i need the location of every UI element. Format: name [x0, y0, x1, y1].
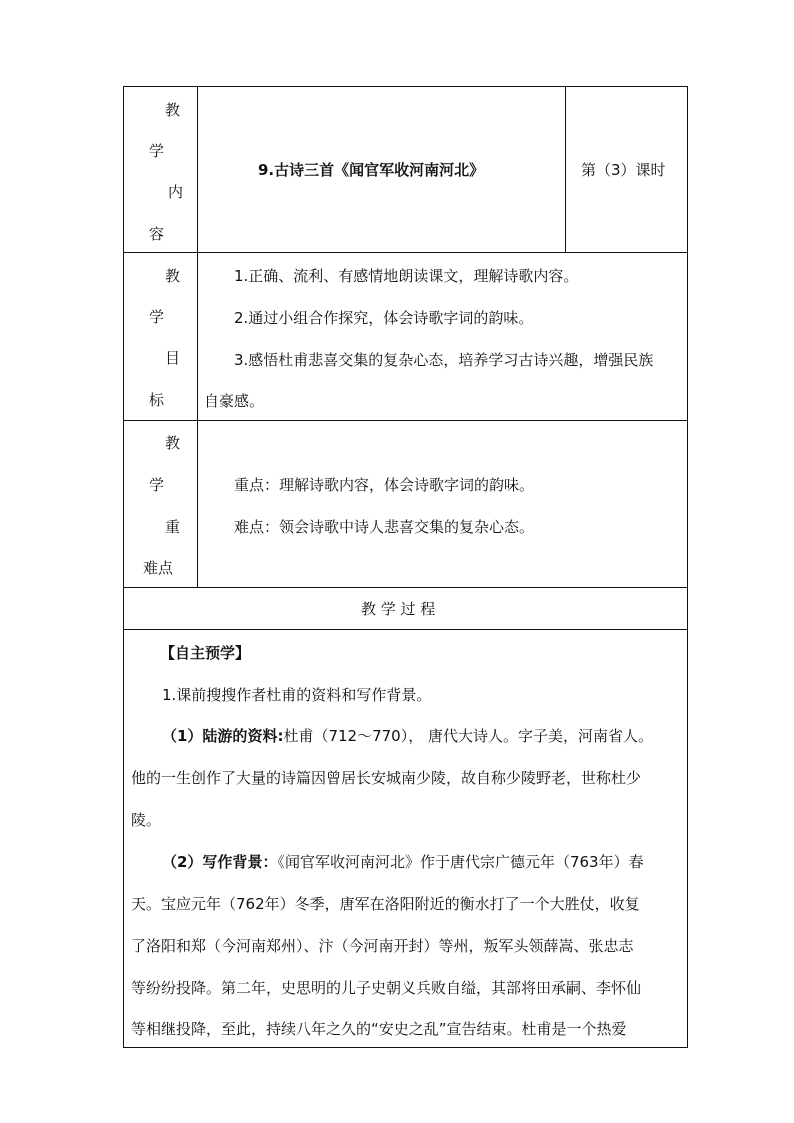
background-line-3: 了洛阳和郑（今河南郑州）、汴（今河南开封）等州，叛军头领薛嵩、张忠志 — [131, 937, 634, 955]
background-line-5: 等相继投降，至此，持续八年之久的“安史之乱”宣告结束。杜甫是一个热爱 — [131, 1020, 627, 1038]
row1-bottom-border — [123, 252, 688, 253]
row2-label-char-3: 目 — [165, 349, 181, 367]
row3-label-char-1: 教 — [165, 434, 181, 452]
row3-label-char-2: 学 — [149, 476, 165, 494]
row1-label — [123, 86, 197, 252]
self-study-title: 【自主预学】 — [160, 644, 251, 662]
table-top-border — [123, 86, 688, 87]
background-line-4: 等纷纷投降。第二年，史思明的儿子史朝义兵败自缢，其部将田承嗣、李怀仙 — [131, 979, 642, 997]
label-column-divider — [197, 86, 198, 587]
row3-bottom-border — [123, 587, 688, 588]
author-info-line-3: 陵。 — [131, 811, 162, 829]
row2-label — [123, 252, 197, 420]
author-info-line-2: 他的一生创作了大量的诗篇因曾居长安城南少陵，故自称少陵野老，世称杜少 — [131, 769, 642, 787]
row2-bottom-border — [123, 420, 688, 421]
row1-label-char-4: 容 — [149, 225, 165, 243]
row3-label-char-3: 重 — [165, 518, 181, 536]
lesson-period: 第（3）课时 — [581, 161, 666, 179]
author-info-text: 杜甫（712～770）， 唐代大诗人。字子美，河南省人。 — [283, 727, 653, 745]
process-heading: 教 学 过 程 — [361, 600, 436, 618]
key-point: 重点：理解诗歌内容，体会诗歌字词的韵味。 — [234, 476, 535, 494]
row1-label-char-2: 学 — [149, 142, 165, 160]
row1-label-char-1: 教 — [165, 101, 181, 119]
table-bottom-border — [123, 1047, 688, 1048]
objective-2: 2.通过小组合作探究，体会诗歌字词的韵味。 — [234, 309, 534, 327]
row2-label-char-4: 标 — [149, 391, 165, 409]
row2-label-char-2: 学 — [149, 308, 165, 326]
lesson-title: 9.古诗三首《闻官军收河南河北》 — [258, 161, 485, 179]
heading-bottom-border — [123, 629, 688, 630]
step-1: 1.课前搜搜作者杜甫的资料和写作背景。 — [162, 686, 432, 704]
objective-1: 1.正确、流利、有感情地朗读课文，理解诗歌内容。 — [234, 267, 579, 285]
author-info-line-1 — [162, 726, 653, 746]
background-label: （2）写作背景： — [162, 853, 278, 871]
row1-label-char-3: 内 — [168, 183, 184, 201]
background-text: 《闻官军收河南河北》作于唐代宗广德元年（763年）春 — [277, 853, 644, 871]
row3-label-char-4: 难点 — [143, 559, 174, 577]
table-right-border — [687, 86, 688, 1048]
row3-label — [123, 420, 197, 587]
difficult-point: 难点：领会诗歌中诗人悲喜交集的复杂心态。 — [234, 518, 535, 536]
author-info-label: （1）陆游的资料: — [162, 727, 284, 745]
background-line-1 — [162, 852, 644, 872]
period-column-divider — [565, 86, 566, 252]
background-line-2: 天。宝应元年（762年）冬季，唐军在洛阳附近的衡水打了一个大胜仗，收复 — [131, 895, 640, 913]
objective-3-cont: 自豪感。 — [204, 392, 265, 410]
objective-3: 3.感悟杜甫悲喜交集的复杂心态，培养学习古诗兴趣，增强民族 — [234, 351, 654, 369]
row2-label-char-1: 教 — [165, 267, 181, 285]
